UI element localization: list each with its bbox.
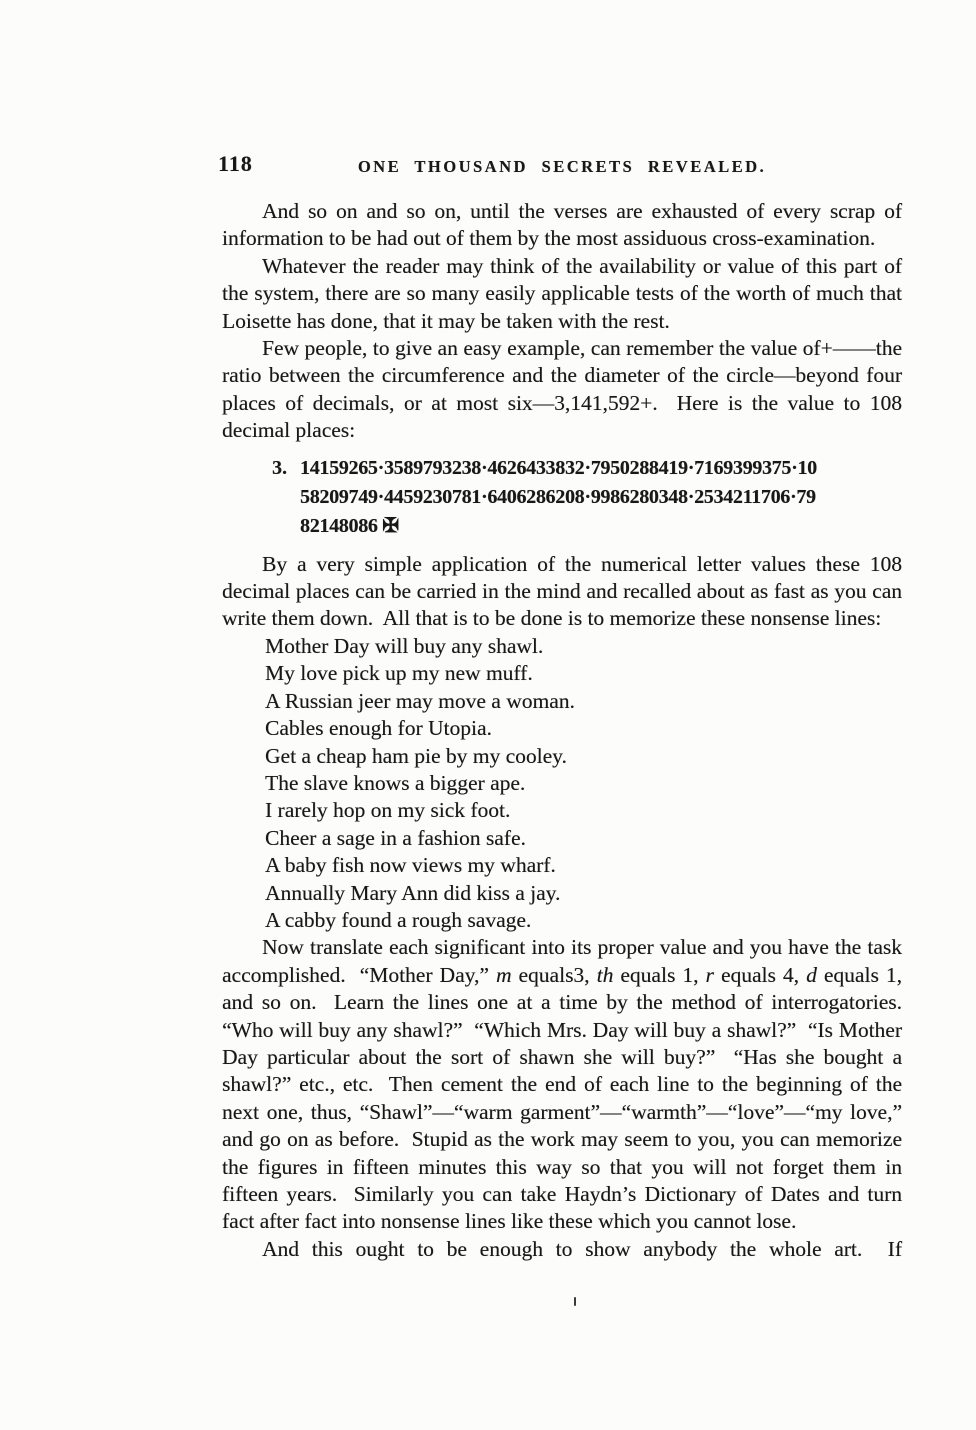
verse-line: Get a cheap ham pie by my cooley. [265,743,567,768]
paragraph-2: Whatever the reader may think of the availability or value of this part of the system, there are so many easily applicable tests of the worth of much that Loisette has done, that it may be taken with the rest. [222,253,908,333]
page-header [218,150,902,176]
pi-line: 82148086 ✠ [300,514,399,537]
running-title: ONE THOUSAND SECRETS REVEALED. [357,157,767,176]
paragraph-3: Few people, to give an easy example, can remember the value of+——the ratio between the circumference and the diameter of the circle—beyond four places of decimals, or at most six—3,141,592+. Here is the value to 108 decimal places: [222,336,908,443]
paragraph-6: And this ought to be enough to show anybody the whole art. If [262,1236,902,1261]
verse-line: The slave knows a bigger ape. [265,770,526,795]
pi-line [272,454,902,483]
pi-digits: 14159265·3589793238·4626433832·7950288419·7169399375·10 [300,456,817,479]
verse-line: Cheer a sage in a fashion safe. [265,825,526,850]
verse-line: Annually Mary Ann did kiss a jay. [265,880,561,905]
scan-artifact-mark [574,1297,576,1306]
verse-line: Mother Day will buy any shawl. [265,633,544,658]
paragraph-5: Now translate each significant into its proper value and you have the task accomplished. “Mother Day,” m equals3, th equals 1, r equals 4, d equals 1, and so on. Learn the lines one at a time by the method of interrogatories. “Who will buy any shawl?” “Which Mrs. Day will buy a shawl?” “Is Mother Day particular about the sort of shawn she will buy?” “Has she bought a shawl?” etc., etc. Then cement the end of each line to the beginning of the next one, thus, “Shawl”—“warm garment”—“warmth”—“love”—“my love,” and go on as before. Stupid as the work may seem to you, you can memorize the figures in fifteen minutes this way so that you will not forget them in fifteen years. Similarly you can take Haydn’s Dictionary of Dates and turn fact after fact into nonsense lines like these which you cannot lose. [222,935,913,1234]
verse-line: A Russian jeer may move a woman. [265,688,575,713]
verse-line: A cabby found a rough savage. [265,907,532,932]
mnemonic-verses [265,633,902,934]
pi-line: 58209749·4459230781·6406286208·9986280348·2534211706·79 [300,485,816,508]
verse-line: I rarely hop on my sick foot. [265,798,511,823]
verse-line: A baby fish now views my wharf. [265,853,556,878]
pi-item-number: 3. [272,456,287,479]
pi-value-block [272,454,902,541]
verse-line: Cables enough for Utopia. [265,716,492,741]
verse-line: My love pick up my new muff. [265,661,533,686]
page-number: 118 [218,151,253,176]
text-block [218,150,913,1263]
paragraph-4: By a very simple application of the numerical letter values these 108 decimal places can be carried in the mind and recalled about as fast as you can write them down. All that is to be done is to memorize these nonsense lines: [222,551,908,631]
paragraph-1: And so on and so on, until the verses are exhausted of every scrap of information to be had out of them by the most assiduous cross-examination. [222,199,908,251]
